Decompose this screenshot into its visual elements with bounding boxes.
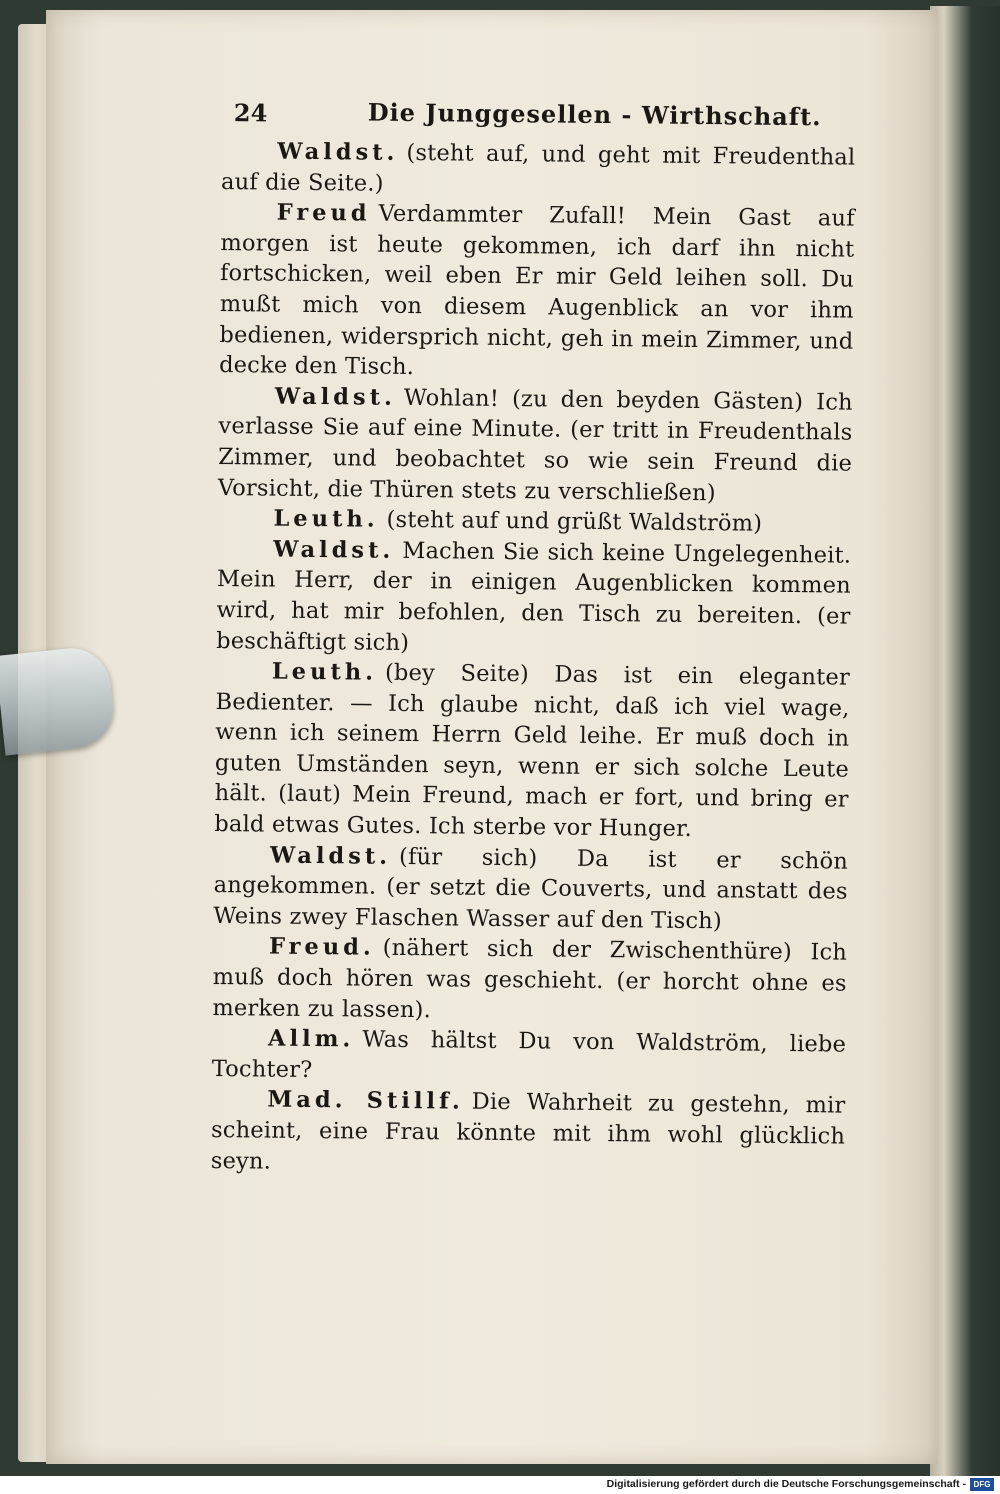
funding-credit: Digitalisierung gefördert durch die Deutsche Forschungsgemeinschaft - [606, 1478, 966, 1490]
dialogue-paragraph [219, 197, 855, 387]
dialogue-text: (bey Seite) Das ist ein eleganter Bedienter. — Ich glaube nicht, daß ich viel wage, wenn ich seinem Herrn Geld leihe. Er muß doch in guten Umständen seyn, wenn er sich solche Leute hält. (laut) Mein Freund, mach er fort, und bring er bald etwas Gutes. Ich sterbe vor Hunger. [214, 659, 851, 843]
dialogue-paragraph [212, 1023, 847, 1091]
dialogue-text: (steht auf und grüßt Waldström) [386, 506, 763, 537]
dialogue-paragraph [211, 1084, 846, 1182]
dialogue-paragraph [218, 381, 853, 510]
dialogue-text: Wohlan! (zu den beyden Gästen) Ich verlasse Sie auf eine Minute. (er tritt in Freudenthals Zimmer, und beobachtet so wie sein Freund die Vorsicht, die Thüren stets zu verschließen) [217, 384, 853, 506]
dialogue-paragraph [212, 931, 847, 1029]
speaker-name: Leuth. [273, 505, 379, 533]
page-text [211, 92, 856, 1183]
dialogue-paragraph [213, 840, 848, 938]
speaker-name: Waldst. [273, 536, 395, 564]
dialogue-text: Verdammter Zufall! Mein Gast auf morgen ist heute gekommen, ich darf ihn nicht fortschicken, weil eben Er mir Geld leihen soll. Du mußt mich von diesem Augenblick an vor ihm bedienen, widersprich nicht, geh in mein Zimmer, und decke den Tisch. [219, 200, 855, 381]
running-title: Die Junggesellen - Wirthschaft. [367, 97, 822, 132]
speaker-name: Waldst. [277, 138, 399, 166]
speaker-name: Allm. [267, 1025, 355, 1053]
dialogue-text: (für sich) Da ist er schön angekommen. (er setzt die Couverts, und anstatt des Weins zwey Flaschen Wasser auf den Tisch) [213, 843, 849, 935]
dfg-logo-icon: DFG [970, 1478, 994, 1491]
dialogue-text: (steht auf, und geht mit Freudenthal auf die Seite.) [220, 139, 856, 197]
book-edge-right [930, 6, 1000, 1476]
speaker-name: Mad. Stillf. [267, 1086, 464, 1115]
speaker-name: Leuth. [271, 658, 378, 686]
footer-bar [0, 1476, 1000, 1494]
dialogue-text: Die Wahrheit zu gestehn, mir scheint, eine Frau könnte mit ihm wohl glücklich seyn. [210, 1089, 846, 1175]
dialogue-text: Machen Sie sich keine Ungelegenheit. Mein Herr, der in einigen Augenblicken kommen wird, hat mir befohlen, den Tisch zu bereiten. (er beschäftigt sich) [216, 537, 852, 656]
speaker-name: Freud. [268, 933, 375, 962]
dialogue-paragraph [216, 534, 851, 663]
speaker-name: Waldst. [274, 383, 397, 411]
dialogue-text: (nähert sich der Zwischenthüre) Ich muß doch hören was geschieht. (er horcht ohne es merken zu lassen). [212, 935, 848, 1023]
page-number: 24 [233, 98, 268, 128]
page-header [222, 92, 856, 143]
speaker-name: Freud [276, 199, 371, 227]
dialogue-paragraph [214, 656, 850, 846]
dialogue-paragraph [221, 136, 856, 204]
speaker-name: Waldst. [269, 842, 392, 870]
dialogue-text: Was hältst Du von Waldström, liebe Tochter? [211, 1026, 847, 1083]
